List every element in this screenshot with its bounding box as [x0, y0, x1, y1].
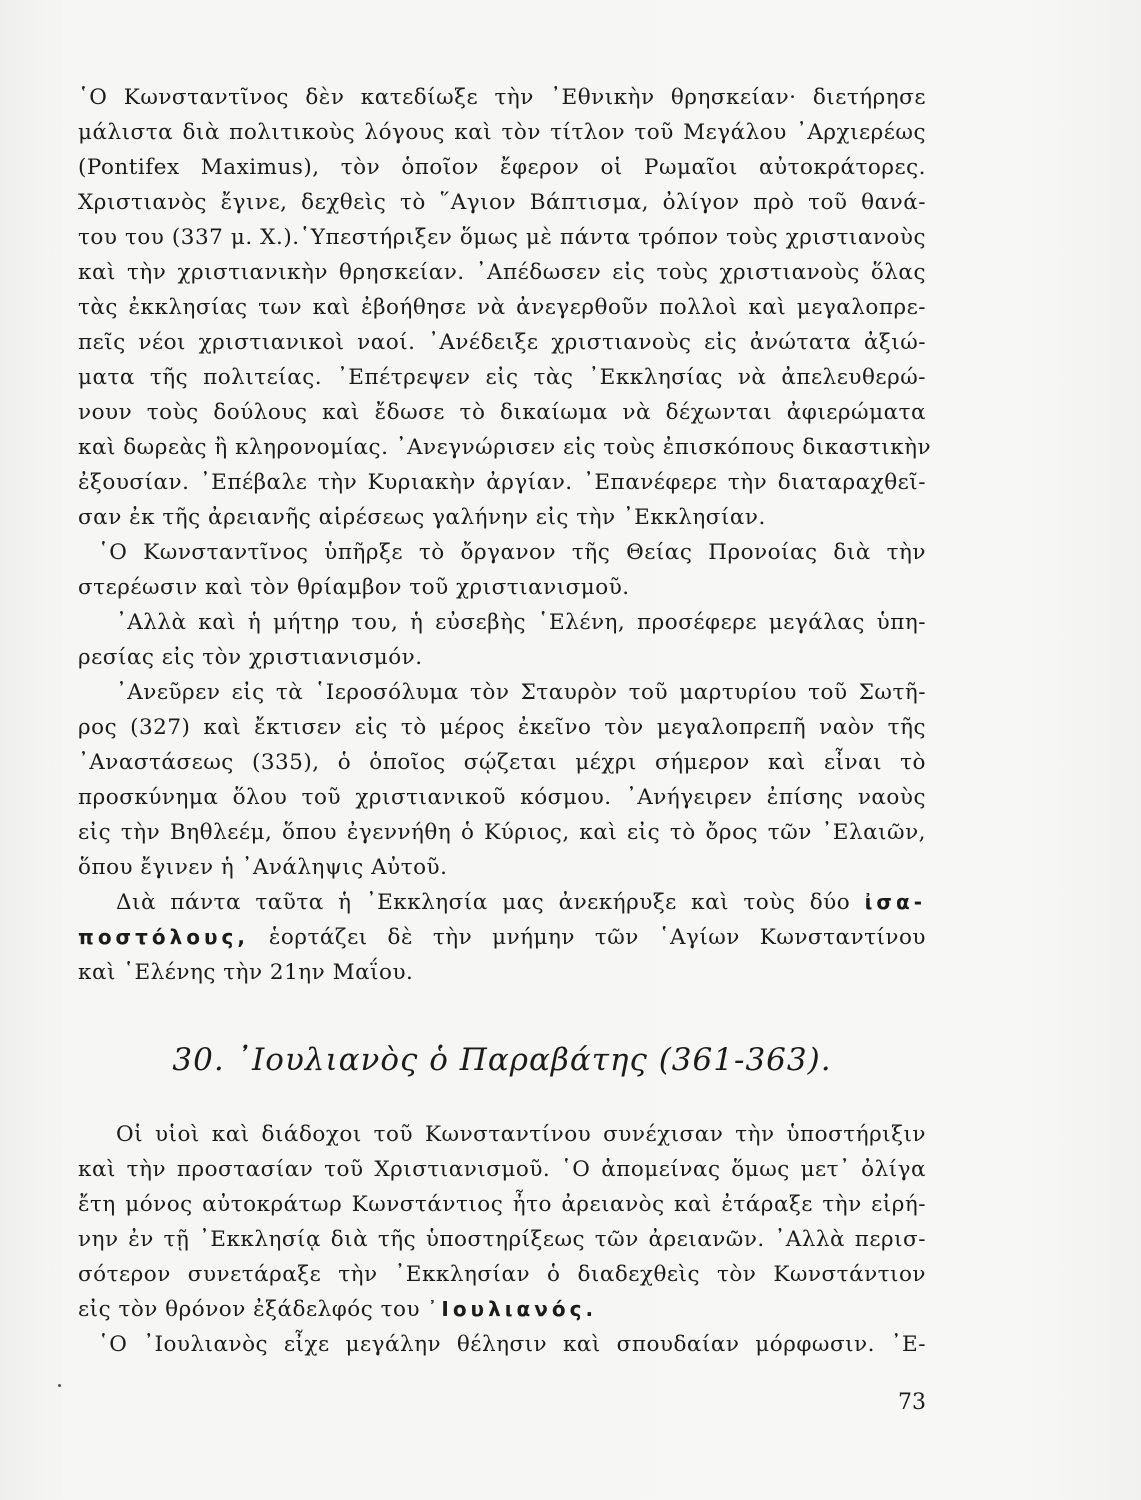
- text-line: του του (337 μ. Χ.).῾Υπεστήριξεν ὅμως μὲ πάντα τρόπον τοὺς χριστιανοὺς: [78, 225, 926, 250]
- text-line: ᾿Αναστάσεως (335), ὁ ὁποῖος σῴζεται μέχρι σήμερον καὶ εἶναι τὸ: [78, 750, 926, 775]
- text-line: πεῖς νέοι χριστιανικοὶ ναοί. ᾿Ανέδειξε χριστιανοὺς εἰς ἀνώτατα ἀξιώ-: [78, 330, 926, 355]
- isapostolous-line: [78, 885, 926, 920]
- text-line: ματα τῆς πολιτείας. ᾿Επέτρεψεν εἰς τὰς ᾿Εκκλησίας νὰ ἀπελευθερώ-: [78, 365, 926, 390]
- top-text-block: [78, 80, 932, 990]
- text-line: νην ἐν τῇ ᾿Εκκλησίᾳ διὰ τῆς ὑποστηρίξεως τῶν ἀρειανῶν. ᾿Αλλὰ περισ-: [78, 1227, 926, 1252]
- chapter-heading: 30. ᾿Ιουλιανὸς ὁ Παραβάτης (361-363).: [172, 1042, 832, 1078]
- isapostolous-post: ἑορτάζει δὲ τὴν μνήμην τῶν ῾Αγίων Κωνσταντίνου: [268, 925, 926, 950]
- bottom-text-block: [78, 1117, 926, 1362]
- text-line: (Pontifex Maximus), τὸν ὁποῖον ἔφερον οἱ Ρωμαῖοι αὐτοκράτορες.: [78, 155, 926, 180]
- text-line: ᾿Αλλὰ καὶ ἡ μήτηρ του, ἡ εὐσεβὴς ῾Ελένη, προσέφερε μεγάλας ὑπη-: [116, 610, 926, 635]
- text-line: ῾Ο ᾿Ιουλιανὸς εἶχε μεγάλην θέλησιν καὶ σπουδαίαν μόρφωσιν. ᾿Ε-: [98, 1332, 926, 1357]
- ioulianos-emphasis: ᾿Ιουλιανός.: [427, 1297, 598, 1321]
- text-line: ἐξουσίαν. ᾿Επέβαλε τὴν Κυριακὴν ἀργίαν. ᾿Επανέφερε τὴν διαταραχθεῖ-: [78, 470, 926, 495]
- print-speck: [58, 1384, 61, 1387]
- text-line: τὰς ἐκκλησίας των καὶ ἐβοήθησε νὰ ἀνεγερθοῦν πολλοὶ καὶ μεγαλοπρε-: [78, 295, 926, 320]
- isapostolous-line-2: [78, 920, 926, 955]
- text-line: ἔτη μόνος αὐτοκράτωρ Κωνστάντιος ἦτο ἀρειανὸς καὶ ἐτάραξε τὴν εἰρή-: [78, 1192, 926, 1217]
- text-line: ῾Ο Κωνσταντῖνος δὲν κατεδίωξε τὴν ᾿Εθνικὴν θρησκείαν· διετήρησε: [78, 85, 926, 110]
- text-line: καὶ τὴν χριστιανικὴν θρησκείαν. ᾿Απέδωσεν εἰς τοὺς χριστιανοὺς ὅλας: [78, 260, 926, 285]
- text-line: Οἱ υἱοὶ καὶ διάδοχοι τοῦ Κωνσταντίνου συνέχισαν τὴν ὑποστήριξιν: [116, 1122, 926, 1147]
- ioulianos-line: [78, 1292, 926, 1327]
- text-line: ρεσίας εἰς τὸν χριστιανισμόν.: [78, 645, 423, 670]
- isapostolous-emphasis: ἰσα-: [864, 890, 926, 914]
- text-line: νουν τοὺς δούλους καὶ ἔδωσε τὸ δικαίωμα νὰ δέχωνται ἀφιερώματα: [78, 400, 926, 425]
- text-line: προσκύνημα ὅλου τοῦ χριστιανικοῦ κόσμου. ᾿Ανήγειρεν ἐπίσης ναοὺς: [78, 785, 926, 810]
- text-line: στερέωσιν καὶ τὸν θρίαμβον τοῦ χριστιανισμοῦ.: [78, 575, 630, 600]
- text-line: Χριστιανὸς ἔγινε, δεχθεὶς τὸ ῞Αγιον Βάπτισμα, ὀλίγον πρὸ τοῦ θανά-: [78, 190, 926, 215]
- text-line: καὶ δωρεὰς ἢ κληρονομίας. ᾿Ανεγνώρισεν εἰς τοὺς ἐπισκόπους δικαστικὴν: [78, 435, 932, 460]
- text-line: καὶ τὴν προστασίαν τοῦ Χριστιανισμοῦ. ῾Ο ἀπομείνας ὅμως μετ᾿ ὀλίγα: [78, 1157, 926, 1182]
- text-line: ρος (327) καὶ ἔκτισεν εἰς τὸ μέρος ἐκεῖνο τὸν μεγαλοπρεπῆ ναὸν τῆς: [78, 715, 926, 740]
- text-line: ᾿Ανεῦρεν εἰς τὰ ῾Ιεροσόλυμα τὸν Σταυρὸν τοῦ μαρτυρίου τοῦ Σωτῆ-: [116, 680, 926, 705]
- text-line: καὶ ῾Ελένης τὴν 21ην Μαΐου.: [78, 960, 414, 985]
- ioulianos-pre: εἰς τὸν θρόνον ἐξάδελφός του: [78, 1297, 421, 1322]
- text-line: ῾Ο Κωνσταντῖνος ὑπῆρξε τὸ ὄργανον τῆς Θείας Προνοίας διὰ τὴν: [98, 540, 926, 565]
- isapostolous-emphasis-2: ποστόλους,: [78, 925, 249, 949]
- isapostolous-pre: Διὰ πάντα ταῦτα ἡ ᾿Εκκλησία μας ἀνεκήρυξε καὶ τοὺς δύο: [116, 890, 851, 915]
- text-line: σότερον συνετάραξε τὴν ᾿Εκκλησίαν ὁ διαδεχθεὶς τὸν Κωνστάντιον: [78, 1262, 926, 1287]
- text-line: μάλιστα διὰ πολιτικοὺς λόγους καὶ τὸν τίτλον τοῦ Μεγάλου ᾿Αρχιερέως: [78, 120, 926, 145]
- text-line: σαν ἐκ τῆς ἀρειανῆς αἱρέσεως γαλήνην εἰς τὴν ᾿Εκκλησίαν.: [78, 505, 766, 530]
- text-line: ὅπου ἔγινεν ἡ ᾿Ανάληψις Αὐτοῦ.: [78, 855, 448, 880]
- text-line: εἰς τὴν Βηθλεέμ, ὅπου ἐγεννήθη ὁ Κύριος, καὶ εἰς τὸ ὄρος τῶν ᾿Ελαιῶν,: [78, 820, 926, 845]
- page-number: 73: [898, 1390, 926, 1415]
